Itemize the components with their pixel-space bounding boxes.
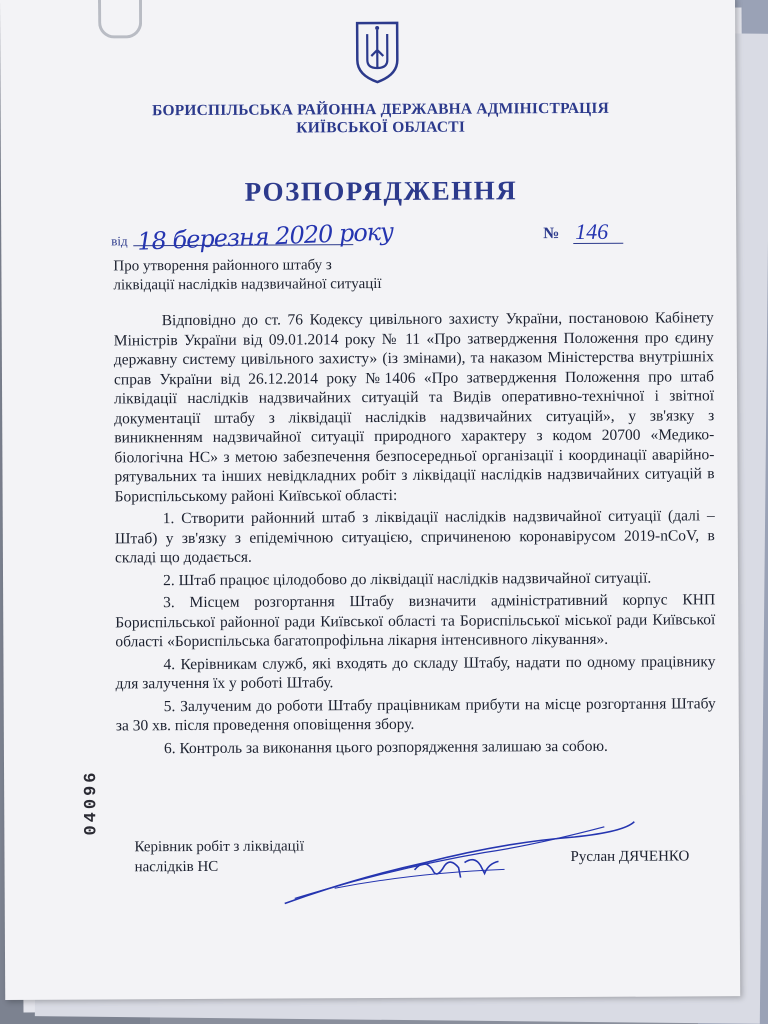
signatory-name: Руслан ДЯЧЕНКО [570, 848, 690, 866]
document-subject [113, 255, 493, 295]
org-line-2: КИЇВСЬКОЇ ОБЛАСТІ [296, 118, 466, 137]
registration-stamp-number: 04096 [82, 769, 102, 836]
order-item-6: 6. Контроль за виконання цього розпорядження залишаю за собою. [163, 737, 608, 757]
position-line-1: Керівник робіт з ліквідації [134, 838, 305, 856]
subject-line-1: Про утворення районного штабу з [113, 257, 332, 275]
handwritten-number: 146 [575, 218, 609, 244]
number-prefix: № [543, 225, 560, 243]
order-item-2: 2. Штаб працює цілодобово до ліквідації наслідків надзвичайної ситуації. [162, 569, 652, 589]
date-number-row [111, 217, 631, 256]
order-item-1: 1. Створити районний штаб з ліквідації наслідків надзвичайної ситуації (далі – Штаб) у зв'язку з епідемічною ситуацією, спричиненою коронавірусом 2019-nCoV, в складі що додається. [114, 507, 715, 567]
document-body [114, 308, 716, 758]
order-item-4: 4. Керівникам служб, які входять до складу Штабу, надати по одному працівнику для залучення їх у роботі Штабу. [115, 652, 716, 693]
subject-line-2: ліквідації наслідків надзвичайної ситуації [113, 276, 382, 294]
order-item-3: 3. Місцем розгортання Штабу визначити адміністративний корпус КНП Бориспільської районної ради Київської області та Бориспільської міської ради Київської області «Бориспільська багатопрофільна лікарня інтенсивного лікування». [115, 591, 716, 651]
preamble: Відповідно до ст. 76 Кодексу цивільного захисту України, постановою Кабінету Міністрів України від 09.01.2014 року № 11 «Про затвердження Положення про єдину державну систему цивільного захисту» (із змінами), та наказом Міністерства внутрішніх справ України від 26.12.2014 року №1406 «Про затвердження Положення про штаб ліквідації наслідків надзвичайних ситуацій та Видів оперативно-технічної і звітної документації штабу з ліквідації наслідків надзвичайних ситуацій», у зв'язку з виникненням надзвичайної ситуації природного характеру з кодом 20700 «Медико-біологічна НС» з метою забезпечення безпосередньої організації і координації аварійно-рятувальних та інших невідкладних робіт з ліквідації наслідків надзвичайних ситуацій в Бориспільському районі Київської області: [113, 309, 715, 505]
handwritten-date: 18 березня 2020 року [136, 217, 394, 256]
position-line-2: наслідків НС [134, 858, 219, 876]
order-item-5: 5. Залученим до роботи Штабу працівникам прибути на місце розгортання Штабу за 30 хв. після проведення оповіщення збору. [115, 694, 716, 735]
date-prefix: від [111, 233, 128, 249]
document-title: РОЗПОРЯДЖЕННЯ [244, 175, 518, 207]
organization-name [61, 99, 701, 138]
paper-clip-icon [98, 0, 142, 38]
org-line-1: БОРИСПІЛЬСЬКА РАЙОННА ДЕРЖАВНА АДМІНІСТРАЦІЯ [152, 99, 610, 120]
coat-of-arms-icon [352, 20, 402, 84]
